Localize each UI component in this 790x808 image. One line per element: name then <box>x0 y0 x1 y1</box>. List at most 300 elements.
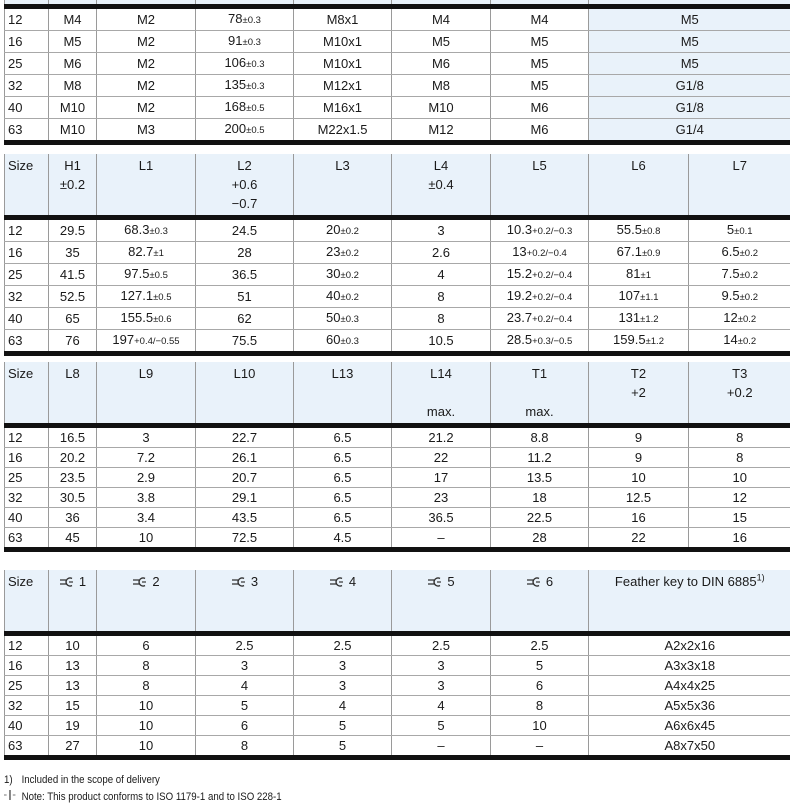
value-cell: M4 <box>392 7 491 31</box>
value-cell: 8 <box>97 676 196 696</box>
value-cell: 5 <box>196 696 294 716</box>
value-cell: M16x1 <box>294 97 392 119</box>
tolerance: +0.2/−0.4 <box>532 270 573 281</box>
table-row <box>5 528 790 550</box>
value-cell: M5 <box>589 7 790 31</box>
column-header <box>392 154 491 218</box>
wrench-icon <box>526 574 543 593</box>
value-cell: 8 <box>689 448 790 468</box>
value-cell: 6 <box>196 716 294 736</box>
footnote-text: Included in the scope of delivery <box>21 774 160 786</box>
header-line <box>49 572 96 593</box>
wrench-icon <box>329 574 346 593</box>
value-cell: M12x1 <box>294 75 392 97</box>
value-cell: 10 <box>589 468 689 488</box>
tolerance: ±0.5 <box>246 125 265 136</box>
column-header <box>196 362 294 426</box>
value-cell <box>294 330 392 354</box>
value-cell: 2.5 <box>294 634 392 656</box>
wrench-size-label: 4 <box>348 574 357 589</box>
table-row <box>5 448 790 468</box>
value-cell: 2.6 <box>392 242 491 264</box>
value-cell: 22.7 <box>196 426 294 448</box>
note-text: Note: This product conforms to ISO 1179-1 and to ISO 228-1 <box>21 791 282 803</box>
nominal-value: 67.1 <box>616 244 642 259</box>
value-cell <box>97 308 196 330</box>
value-cell: A4x4x25 <box>589 676 790 696</box>
value-cell: 7.2 <box>97 448 196 468</box>
table-row <box>5 634 790 656</box>
tolerance: ±0.3 <box>242 15 261 26</box>
size-cell: 40 <box>5 716 49 736</box>
header-row <box>5 154 790 218</box>
header-line: +2 <box>631 385 646 400</box>
size-cell: 63 <box>5 330 49 354</box>
nominal-value: 9.5 <box>721 288 740 303</box>
value-cell: 26.1 <box>196 448 294 468</box>
tolerance: ±0.2 <box>340 270 359 281</box>
header-line <box>294 572 391 593</box>
nominal-value: 5 <box>726 222 735 237</box>
value-cell: M6 <box>491 97 589 119</box>
column-header <box>97 154 196 218</box>
tolerance: ±1 <box>640 270 651 281</box>
value-cell <box>97 218 196 242</box>
value-cell: 10 <box>97 528 196 550</box>
nominal-value: 97.5 <box>124 266 150 281</box>
value-cell <box>689 308 790 330</box>
size-cell: 12 <box>5 634 49 656</box>
value-cell: M10 <box>392 97 491 119</box>
tolerance: ±0.3 <box>242 37 261 48</box>
value-cell <box>491 242 589 264</box>
wrench-size-label: 1 <box>78 574 87 589</box>
value-cell: 4 <box>392 264 491 286</box>
value-cell: 6.5 <box>294 488 392 508</box>
value-cell <box>196 7 294 31</box>
value-cell: 3 <box>196 656 294 676</box>
tolerance: ±0.1 <box>734 226 753 237</box>
tolerance: ±0.3 <box>340 336 359 347</box>
column-header <box>49 362 97 426</box>
value-cell: 16 <box>689 528 790 550</box>
column-header <box>294 362 392 426</box>
value-cell: M8 <box>392 75 491 97</box>
column-header <box>392 570 491 634</box>
value-cell: 2.5 <box>491 634 589 656</box>
dimensions-table-l-t <box>4 362 790 552</box>
table-row <box>5 468 790 488</box>
header-line <box>392 572 490 593</box>
nominal-value: 197 <box>112 332 135 347</box>
header-line: H1 <box>64 158 81 173</box>
value-cell: 9 <box>589 426 689 448</box>
value-cell <box>196 53 294 75</box>
header-line: Size <box>8 366 34 381</box>
value-cell: 6.5 <box>294 508 392 528</box>
tolerance: ±0.2 <box>340 248 359 259</box>
value-cell: 22.5 <box>491 508 589 528</box>
nominal-value: 10.3 <box>506 222 533 237</box>
column-header <box>589 154 689 218</box>
value-cell: 45 <box>49 528 97 550</box>
value-cell: 41.5 <box>49 264 97 286</box>
column-header <box>49 570 97 634</box>
tolerance: +0.2/−0.4 <box>532 314 573 325</box>
value-cell <box>196 119 294 143</box>
header-line: T1 <box>531 366 548 381</box>
value-cell: 30.5 <box>49 488 97 508</box>
value-cell <box>689 218 790 242</box>
nominal-value: 12 <box>723 310 738 325</box>
table-row <box>5 286 790 308</box>
tolerance: ±1.2 <box>645 336 664 347</box>
header-line: Size <box>8 574 34 589</box>
value-cell: M10 <box>49 97 97 119</box>
value-cell <box>196 31 294 53</box>
value-cell: M8x1 <box>294 7 392 31</box>
value-cell: 76 <box>49 330 97 354</box>
nominal-value: 50 <box>326 310 341 325</box>
value-cell <box>689 286 790 308</box>
value-cell: G1/8 <box>589 75 790 97</box>
table-row <box>5 426 790 448</box>
header-line: L9 <box>138 366 154 381</box>
wrench-size-label: 2 <box>152 574 160 589</box>
value-cell: 17 <box>392 468 491 488</box>
value-cell: M4 <box>491 7 589 31</box>
nominal-value: 106 <box>224 55 247 70</box>
nominal-value: 7.5 <box>721 266 740 281</box>
value-cell <box>294 264 392 286</box>
value-cell: 3 <box>294 656 392 676</box>
nominal-value: 40 <box>326 288 341 303</box>
header-line: Size <box>8 158 34 173</box>
value-cell: 3 <box>97 426 196 448</box>
value-cell <box>589 242 689 264</box>
value-cell: 43.5 <box>196 508 294 528</box>
header-line: L5 <box>532 158 547 173</box>
value-cell: M5 <box>491 53 589 75</box>
tolerance: ±0.9 <box>641 248 661 259</box>
size-cell: 16 <box>5 448 49 468</box>
size-cell: 12 <box>5 426 49 448</box>
column-header <box>196 570 294 634</box>
table-row <box>5 119 790 143</box>
header-line <box>491 383 588 402</box>
value-cell <box>491 330 589 354</box>
table-row <box>5 7 790 31</box>
value-cell <box>294 308 392 330</box>
value-cell: M2 <box>97 53 196 75</box>
header-line: L2 <box>237 158 252 173</box>
tolerance: ±0.2 <box>739 292 758 303</box>
value-cell: 20.2 <box>49 448 97 468</box>
value-cell: A8x7x50 <box>589 736 790 758</box>
nominal-value: 28.5 <box>506 332 533 347</box>
value-cell: G1/4 <box>589 119 790 143</box>
header-line: L7 <box>732 158 747 173</box>
table-row <box>5 31 790 53</box>
value-cell: 6.5 <box>294 468 392 488</box>
tolerance: ±0.6 <box>153 314 172 325</box>
wrench-size-label: 6 <box>545 574 554 589</box>
nominal-value: 60 <box>326 332 341 347</box>
value-cell <box>97 286 196 308</box>
value-cell: 8 <box>689 426 790 448</box>
value-cell: A2x2x16 <box>589 634 790 656</box>
header-line: L4 <box>433 158 449 173</box>
table-row <box>5 53 790 75</box>
table-row <box>5 75 790 97</box>
value-cell: 3.4 <box>97 508 196 528</box>
header-line: +0.6 <box>231 177 258 192</box>
size-cell: 40 <box>5 508 49 528</box>
size-cell: 32 <box>5 696 49 716</box>
value-cell: M2 <box>97 97 196 119</box>
tolerance: ±0.5 <box>246 103 265 114</box>
value-cell: G1/8 <box>589 97 790 119</box>
value-cell <box>97 330 196 354</box>
size-cell: 40 <box>5 308 49 330</box>
value-cell: 12 <box>689 488 790 508</box>
value-cell: 28 <box>196 242 294 264</box>
table-row <box>5 696 790 716</box>
value-cell <box>97 242 196 264</box>
value-cell: 2.5 <box>392 634 491 656</box>
value-cell <box>689 264 790 286</box>
value-cell: 6 <box>491 676 589 696</box>
value-cell: 5 <box>392 716 491 736</box>
value-cell: M10x1 <box>294 31 392 53</box>
column-header <box>5 154 49 218</box>
column-header <box>491 362 589 426</box>
value-cell: M5 <box>49 31 97 53</box>
footnote-ref: 1) <box>756 572 765 583</box>
header-line: L10 <box>233 366 256 381</box>
value-cell: 15 <box>689 508 790 528</box>
value-cell: A6x6x45 <box>589 716 790 736</box>
wrench-icon <box>132 574 149 593</box>
wrench-sizes-table <box>4 570 790 760</box>
value-cell <box>294 218 392 242</box>
header-line: T3 <box>732 366 748 381</box>
column-header <box>196 154 294 218</box>
value-cell: 75.5 <box>196 330 294 354</box>
nominal-value: 159.5 <box>613 332 646 347</box>
value-cell: 9 <box>589 448 689 468</box>
size-cell: 12 <box>5 218 49 242</box>
value-cell: M5 <box>589 53 790 75</box>
value-cell: 13.5 <box>491 468 589 488</box>
tolerance: ±0.3 <box>340 314 359 325</box>
size-cell: 25 <box>5 264 49 286</box>
column-header <box>491 570 589 634</box>
table-row <box>5 656 790 676</box>
value-cell <box>97 264 196 286</box>
column-header <box>5 362 49 426</box>
value-cell: 62 <box>196 308 294 330</box>
value-cell <box>294 242 392 264</box>
value-cell: 35 <box>49 242 97 264</box>
value-cell: 4 <box>294 696 392 716</box>
nominal-value: 200 <box>224 121 247 136</box>
tolerance: ±1 <box>153 248 164 259</box>
value-cell: 3 <box>294 676 392 696</box>
nominal-value: 81 <box>626 266 641 281</box>
value-cell: 10 <box>689 468 790 488</box>
value-cell: M4 <box>49 7 97 31</box>
value-cell <box>491 264 589 286</box>
value-cell <box>491 286 589 308</box>
value-cell: M6 <box>392 53 491 75</box>
tolerance: ±0.2 <box>737 336 757 347</box>
tolerance: ±0.2 <box>737 314 757 325</box>
column-header <box>689 154 790 218</box>
value-cell: 19 <box>49 716 97 736</box>
header-line: T2 <box>630 366 647 381</box>
size-cell: 32 <box>5 286 49 308</box>
table-row <box>5 676 790 696</box>
value-cell: A3x3x18 <box>589 656 790 676</box>
value-cell: M10 <box>49 119 97 143</box>
value-cell: M2 <box>97 7 196 31</box>
size-cell: 63 <box>5 736 49 758</box>
size-cell: 16 <box>5 31 49 53</box>
value-cell: 3 <box>392 676 491 696</box>
value-cell: 36.5 <box>392 508 491 528</box>
table-row <box>5 218 790 242</box>
value-cell: M5 <box>491 75 589 97</box>
value-cell: 24.5 <box>196 218 294 242</box>
value-cell: 10.5 <box>392 330 491 354</box>
value-cell: M3 <box>97 119 196 143</box>
table-row <box>5 97 790 119</box>
dimensions-table-h-l <box>4 154 790 356</box>
column-header <box>97 362 196 426</box>
value-cell: – <box>392 736 491 758</box>
value-cell <box>589 330 689 354</box>
tolerance: ±0.2 <box>340 226 359 237</box>
header-line: L13 <box>331 366 354 381</box>
column-header <box>589 570 790 634</box>
value-cell <box>589 286 689 308</box>
table-row <box>5 242 790 264</box>
value-cell: 15 <box>49 696 97 716</box>
nominal-value: 55.5 <box>616 222 642 237</box>
value-cell: 4 <box>196 676 294 696</box>
size-cell: 40 <box>5 97 49 119</box>
value-cell: 29.1 <box>196 488 294 508</box>
tolerance: ±0.2 <box>340 292 359 303</box>
tolerance: +0.3/−0.5 <box>532 336 573 347</box>
nominal-value: 15.2 <box>506 266 533 281</box>
value-cell <box>491 218 589 242</box>
value-cell: M8 <box>49 75 97 97</box>
nominal-value: 13 <box>512 244 527 259</box>
header-line: +0.2 <box>726 385 753 400</box>
size-cell: 16 <box>5 656 49 676</box>
nominal-value: 107 <box>618 288 641 303</box>
nominal-value: 135 <box>224 77 247 92</box>
nominal-value: 6.5 <box>721 244 740 259</box>
value-cell: 11.2 <box>491 448 589 468</box>
header-line: L1 <box>138 158 154 173</box>
value-cell: 10 <box>97 716 196 736</box>
tolerance: ±0.8 <box>641 226 661 237</box>
value-cell: 2.9 <box>97 468 196 488</box>
header-line: L14 <box>430 366 452 381</box>
value-cell: 3 <box>392 656 491 676</box>
table-row <box>5 508 790 528</box>
value-cell: 10 <box>49 634 97 656</box>
tolerance: +0.2/−0.4 <box>526 248 567 259</box>
header-line: ±0.4 <box>428 177 454 192</box>
value-cell: 27 <box>49 736 97 758</box>
value-cell: – <box>491 736 589 758</box>
value-cell: 3 <box>392 218 491 242</box>
header-line: max. <box>426 404 456 419</box>
tolerance: +0.4/−0.55 <box>134 336 180 347</box>
value-cell: 5 <box>294 736 392 758</box>
column-header <box>97 570 196 634</box>
value-cell <box>589 264 689 286</box>
value-cell: 13 <box>49 676 97 696</box>
value-cell: 16 <box>589 508 689 528</box>
size-cell: 12 <box>5 7 49 31</box>
value-cell: 29.5 <box>49 218 97 242</box>
table-row <box>5 488 790 508</box>
value-cell: M2 <box>97 75 196 97</box>
value-cell: 8 <box>491 696 589 716</box>
value-cell: 23 <box>392 488 491 508</box>
value-cell: 6 <box>97 634 196 656</box>
tolerance: ±0.5 <box>153 292 172 303</box>
value-cell: 23.5 <box>49 468 97 488</box>
threads-table <box>4 0 790 145</box>
size-cell: 25 <box>5 676 49 696</box>
tolerance: ±0.3 <box>246 59 265 70</box>
wrench-icon <box>231 574 248 593</box>
nominal-value: 23 <box>326 244 341 259</box>
tolerance: ±0.2 <box>739 248 758 259</box>
value-cell: A5x5x36 <box>589 696 790 716</box>
value-cell: M2 <box>97 31 196 53</box>
note-icon <box>4 789 22 803</box>
nominal-value: 78 <box>228 11 243 26</box>
nominal-value: 168 <box>224 99 247 114</box>
value-cell: 18 <box>491 488 589 508</box>
size-cell: 63 <box>5 119 49 143</box>
value-cell: 8 <box>196 736 294 758</box>
value-cell: 2.5 <box>196 634 294 656</box>
value-cell: 10 <box>491 716 589 736</box>
column-header <box>589 362 689 426</box>
header-line: L6 <box>631 158 646 173</box>
value-cell: 36 <box>49 508 97 528</box>
nominal-value: 14 <box>723 332 738 347</box>
table-row <box>5 736 790 758</box>
value-cell: 36.5 <box>196 264 294 286</box>
header-line <box>196 572 293 593</box>
wrench-icon <box>59 574 76 593</box>
size-cell: 16 <box>5 242 49 264</box>
value-cell: 10 <box>97 696 196 716</box>
size-cell: 63 <box>5 528 49 550</box>
value-cell <box>689 242 790 264</box>
header-line: L3 <box>335 158 350 173</box>
column-header <box>5 570 49 634</box>
